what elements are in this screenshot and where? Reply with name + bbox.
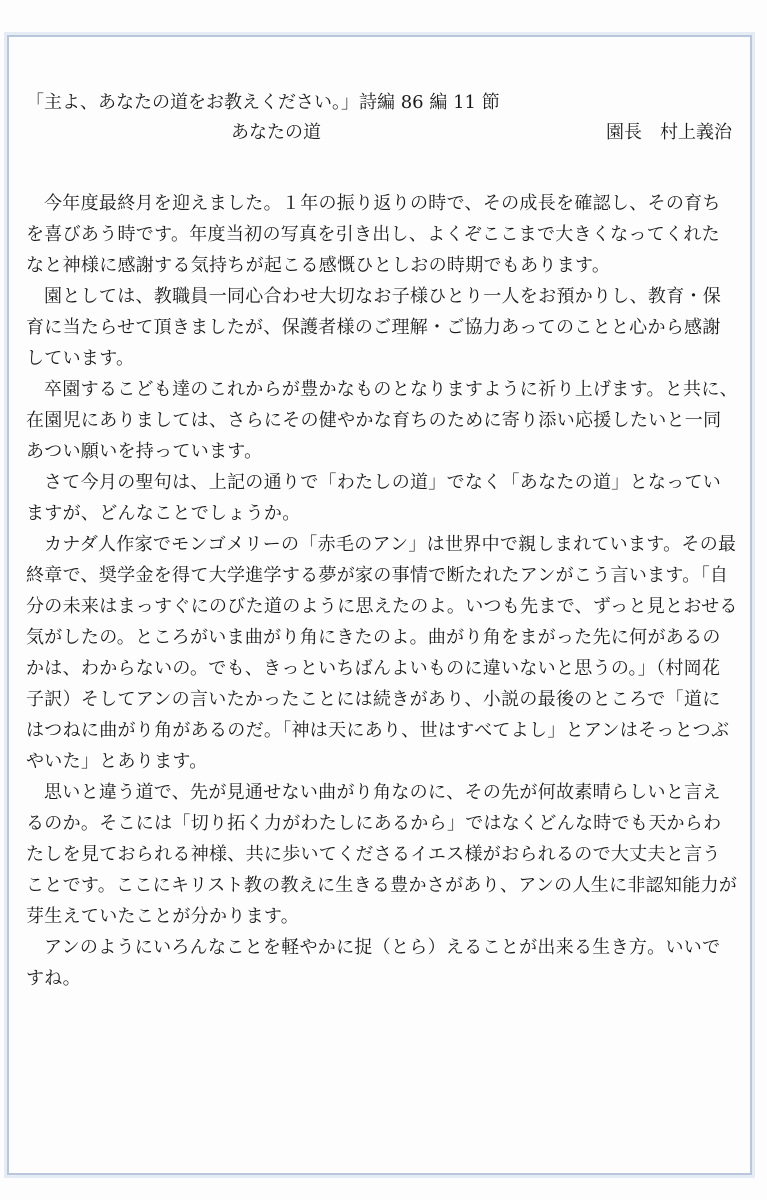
paragraph-3: 卒園するこども達のこれからが豊かなものとなりますように祈り上げます。と共に、在園児にありましては、さらにその健やかな育ちのために寄り添い応援したいと一同あつい願いを持っています。 — [26, 379, 738, 462]
paragraph-5: カナダ人作家でモンゴメリーの「赤毛のアン」は世界中で親しまれています。その最終章で、奨学金を得て大学進学する夢が家の事情で断たれたアンがこう言います。「自分の未来はまっすぐにのびた道のように思えたのよ。いつも先まで、ずっと見とおせる気がしたの。ところがいま曲がり角にきたのよ。曲がり角をまがった先に何があるのかは、わからないの。でも、きっといちばんよいものに違いないと思うの。」（村岡花子訳）そしてアンの言いたかったことには続きがあり、小説の最後のところで「道にはつねに曲がり角があるのだ。「神は天にあり、世はすべてよし」とアンはそっとつぶやいた」とあります。 — [26, 534, 738, 772]
paragraph-7: アンのようにいろんなことを軽やかに捉（とら）えることが出来る生き方。いいですね。 — [26, 937, 721, 989]
paragraph-6: 思いと違う道で、先が見通せない曲がり角なのに、その先が何故素晴らしいと言えるのか。そこには「切り拓く力がわたしにあるから」ではなくどんな時でも天からわたしを見ておられる神様、共に歩いてくださるイエス様がおられるので大丈夫と言うことです。ここにキリスト教の教えに生きる豊かさがあり、アンの人生に非認知能力が芽生えていたことが分かります。 — [26, 782, 738, 927]
paragraph-1: 今年度最終月を迎えました。１年の振り返りの時で、その成長を確認し、その育ちを喜びあう時です。年度当初の写真を引き出し、よくぞここまで大きくなってくれたなと神様に感謝する気持ちが起こる感慨ひとしおの時期でもあります。 — [26, 193, 721, 276]
paragraph-2: 園としては、教職員一同心合わせ大切なお子様ひとり一人をお預かりし、教育・保育に当たらせて頂きましたが、保護者様のご理解・ご協力あってのことと心から感謝しています。 — [26, 286, 722, 369]
bible-verse: 「主よ、あなたの道をお教えください。」詩編 86 編 11 節 — [26, 92, 500, 113]
author-line: 園長 村上義治 — [606, 122, 732, 143]
title-row — [26, 120, 738, 154]
paragraph-4: さて今月の聖句は、上記の通りで「わたしの道」でなく「あなたの道」となっていますが、どんなことでしょうか。 — [26, 472, 722, 524]
document-title: あなたの道 — [231, 122, 321, 143]
document-content — [26, 90, 738, 994]
document-body — [26, 188, 738, 994]
